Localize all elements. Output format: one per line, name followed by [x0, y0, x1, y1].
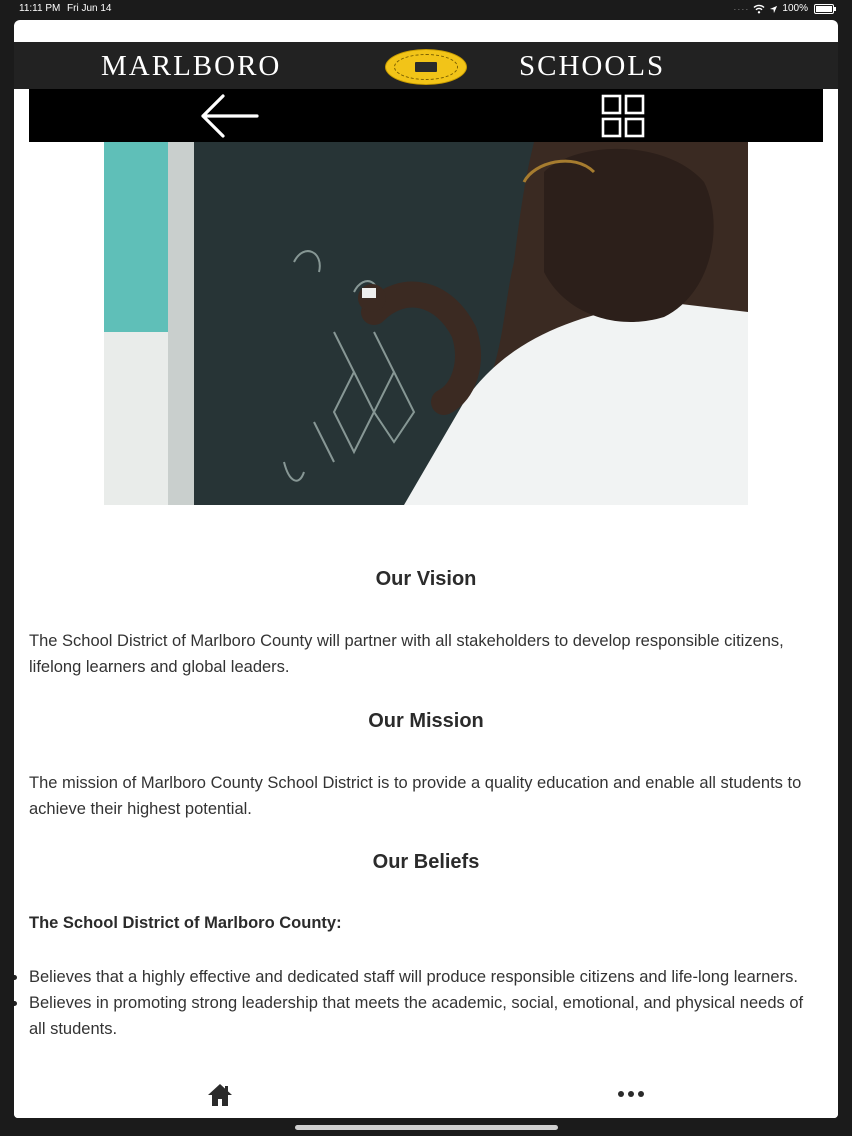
beliefs-list [29, 964, 819, 1042]
app-card [14, 20, 838, 1118]
nav-bar [29, 89, 823, 142]
list-item: Believes in promoting strong leadership that meets the academic, social, emotional, and physical needs of all students. [29, 990, 819, 1042]
mission-text: The mission of Marlboro County School District is to provide a quality education and enable all students to achieve their highest potential. [29, 774, 802, 818]
site-header [14, 42, 838, 89]
status-right [733, 0, 834, 18]
beliefs-subtitle: The School District of Marlboro County: [29, 914, 342, 932]
status-date: Fri Jun 14 [67, 3, 112, 14]
brand-right-text: SCHOOLS [519, 50, 666, 82]
hero-image [104, 142, 748, 505]
home-button[interactable] [206, 1081, 234, 1109]
logo-center [415, 62, 437, 72]
location-arrow-icon [769, 5, 778, 14]
arrow-left-icon [197, 93, 261, 139]
district-seal-logo [385, 49, 467, 85]
more-button[interactable] [616, 1084, 646, 1104]
beliefs-heading: Our Beliefs [372, 851, 480, 873]
home-icon [206, 1081, 234, 1109]
mission-heading: Our Mission [368, 710, 484, 732]
back-button[interactable] [197, 93, 261, 139]
vision-text: The School District of Marlboro County will partner with all stakeholders to develop responsible citizens, lifelong learners and global leaders. [29, 632, 784, 676]
list-item: Believes that a highly effective and dedicated staff will produce responsible citizens and life-long learners. [29, 964, 819, 990]
status-time: 11:11 PM [19, 3, 61, 14]
more-dots-icon [616, 1084, 646, 1104]
brand-left-text: MARLBORO [101, 50, 282, 82]
battery-fill [816, 6, 832, 12]
battery-percent: 100% [782, 3, 808, 14]
teacher-chalkboard-illustration [104, 142, 748, 505]
wifi-icon [753, 4, 765, 14]
status-bar [0, 0, 852, 18]
home-indicator[interactable] [295, 1125, 558, 1130]
vision-heading: Our Vision [375, 568, 477, 590]
menu-grid-button[interactable] [601, 94, 645, 138]
grid-icon [601, 94, 645, 138]
bottom-tab-bar [14, 1074, 838, 1118]
cellular-dots-icon: ···· [733, 4, 750, 14]
battery-icon [814, 4, 834, 14]
